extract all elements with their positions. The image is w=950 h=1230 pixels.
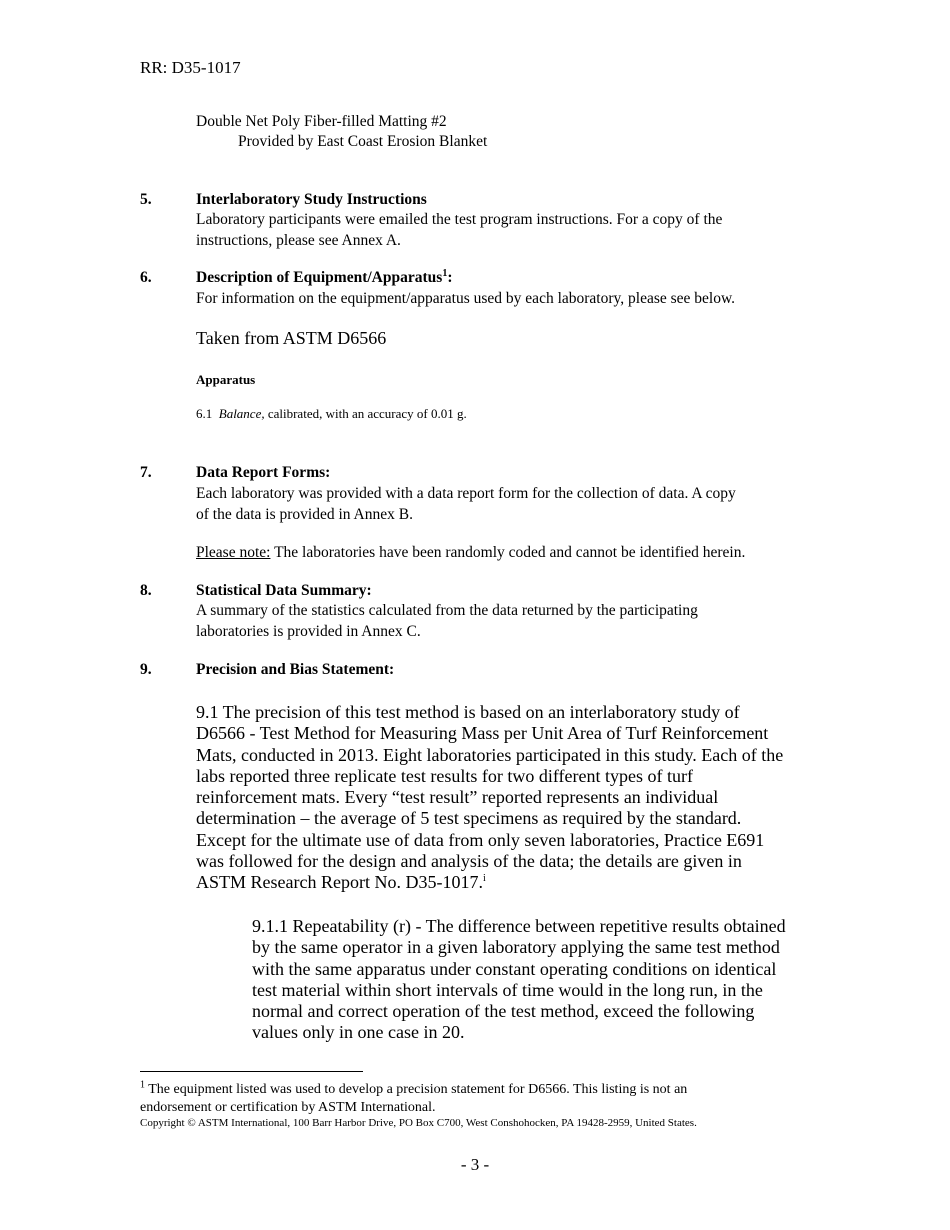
section-8-title: Statistical Data Summary: [196,582,372,599]
report-id-header: RR: D35-1017 [140,58,241,77]
footnote-line [140,1081,800,1099]
section-5-body-line: instructions, please see Annex A. [196,231,401,249]
material-provider: Provided by East Coast Erosion Blanket [238,133,488,150]
paragraph-line: labs reported three replicate test results for two different types of turf [196,765,693,786]
section-7-number: 7. [140,464,152,481]
section-9-number: 9. [140,661,152,678]
paragraph-9-1 [196,702,816,894]
section-5-body [196,210,811,251]
apparatus-item-number: 6.1 [196,406,213,421]
paragraph-line: Except for the ultimate use of data from only seven laboratories, Practice E691 [196,829,765,850]
paragraph-line: Mats, conducted in 2013. Eight laboratories participated in this study. Each of the [196,744,784,765]
section-8-body-line: laboratories is provided in Annex C. [196,622,421,640]
copyright-notice: Copyright © ASTM International, 100 Barr Harbor Drive, PO Box C700, West Conshohocken, PA 19428-2959, United States. [140,1117,697,1129]
section-7-body-line: Each laboratory was provided with a data report form for the collection of data. A copy [196,485,736,502]
section-5-title: Interlaboratory Study Instructions [196,191,427,208]
note-text: The laboratories have been randomly coded and cannot be identified herein. [270,544,746,561]
paragraph-line: determination – the average of 5 test specimens as required by the standard. [196,808,742,829]
section-6-number: 6. [140,269,152,286]
apparatus-item-term: Balance, [218,406,265,421]
section-7-note [196,543,836,564]
section-6-source: Taken from ASTM D6566 [196,328,387,348]
paragraph-line: was followed for the design and analysis of the data; the details are given in [196,851,742,872]
apparatus-heading: Apparatus [196,372,256,387]
section-7-body-line: of the data is provided in Annex B. [196,505,413,523]
paragraph-line: 9.1.1 Repeatability (r) - The difference between repetitive results obtained [252,916,786,936]
footnote-marker: 1 [140,1079,145,1091]
endnote-ref-i: i [482,873,486,885]
paragraph-line-last [196,872,816,893]
section-9-title: Precision and Bias Statement: [196,661,395,678]
footnote-text: The equipment listed was used to develop a precision statement for D6566. This listing is not an [145,1082,688,1097]
paragraph-9-1-1 [252,916,822,1044]
page-number: - 3 - [460,1155,490,1174]
paragraph-line: with the same apparatus under constant operating conditions on identical [252,958,777,979]
section-7-title: Data Report Forms: [196,464,331,481]
paragraph-line: test material within short intervals of time would in the long run, in the [252,979,763,1000]
paragraph-line: D6566 - Test Method for Measuring Mass per Unit Area of Turf Reinforcement [196,723,769,744]
section-8-body [196,601,811,642]
footnote [140,1081,800,1117]
section-8-number: 8. [140,582,152,599]
note-label: Please note: [196,544,271,561]
footnote-line: endorsement or certification by ASTM International. [140,1100,436,1115]
section-5-number: 5. [140,191,152,208]
section-7-body [196,484,811,525]
paragraph-line: by the same operator in a given laboratory applying the same test method [252,937,780,958]
paragraph-line: values only in one case in 20. [252,1022,465,1043]
section-5-body-line: Laboratory participants were emailed the test program instructions. For a copy of the [196,211,723,228]
footnote-separator [140,1071,363,1072]
paragraph-line: reinforcement mats. Every “test result” reported represents an individual [196,787,719,808]
footnote-ref-1: 1 [442,267,448,279]
paragraph-line: normal and correct operation of the test method, exceed the following [252,1001,755,1022]
apparatus-item [196,406,467,422]
apparatus-item-text: calibrated, with an accuracy of 0.01 g. [264,406,467,421]
paragraph-line: ASTM Research Report No. D35-1017. [196,872,483,893]
section-8-body-line: A summary of the statistics calculated from the data returned by the participating [196,602,698,619]
section-6-title-colon: : [447,269,453,286]
material-name: Double Net Poly Fiber-filled Matting #2 [196,113,447,130]
section-6-title [196,269,452,287]
section-6-body: For information on the equipment/apparatus used by each laboratory, please see below. [196,290,736,307]
section-6-title-text: Description of Equipment/Apparatus [196,269,443,286]
paragraph-line: 9.1 The precision of this test method is based on an interlaboratory study of [196,702,740,722]
